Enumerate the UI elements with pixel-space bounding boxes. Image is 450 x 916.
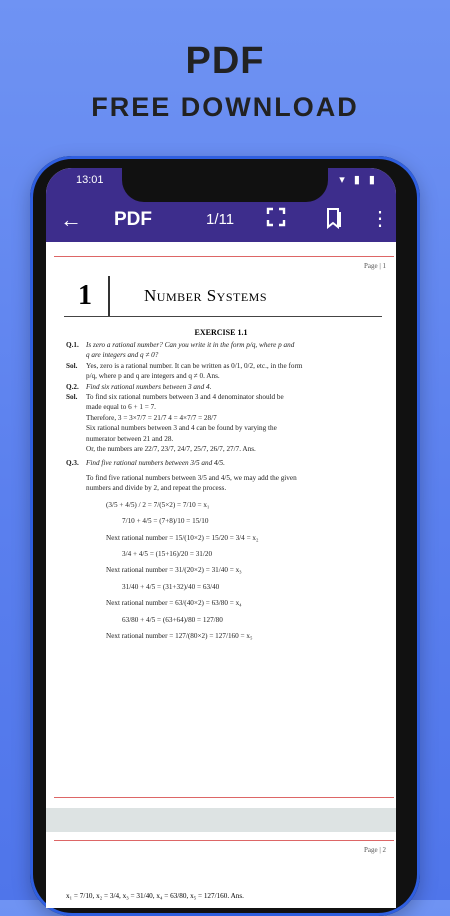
page-number-label: Page | 1: [363, 262, 386, 270]
text-line: Q.3. Find five rational numbers between 3/5 and 4/5.: [66, 459, 225, 468]
equation-line: Next rational number = 63/(40×2) = 63/80 = x₄: [106, 599, 242, 608]
equation-line: Next rational number = 127/(80×2) = 127/160 = x₅: [106, 631, 253, 640]
text-line: Q.1. Is zero a rational number? Can you write it in the form p/q, where p and: [66, 341, 295, 349]
phone-screen: [46, 168, 396, 908]
text-line: Q.2. Find six rational numbers between 3 and 4.: [66, 382, 212, 391]
promo-title: PDF: [185, 40, 265, 82]
equation-line: Next rational number = 15/(10×2) = 15/20 = 3/4 = x₂: [106, 533, 259, 542]
text-line: Six rational numbers between 3 and 4 can be found by varying the: [86, 424, 277, 433]
chapter-number: 1: [78, 280, 92, 311]
chapter-header: [64, 280, 382, 317]
page-border-top: [54, 256, 394, 257]
status-icons: ▾ ▮ ▮: [339, 174, 378, 186]
phone-notch: [122, 168, 328, 202]
answer-line: x₁ = 7/10, x₂ = 3/4, x₃ = 31/40, x₄ = 63/80, x₅ = 127/160. Ans.: [66, 892, 244, 900]
status-time: 13:01: [76, 174, 104, 186]
equation-line: Next rational number = 31/(20×2) = 31/40 = x₃: [106, 566, 242, 575]
document-body: [66, 340, 382, 641]
text-line: made equal to 6 + 1 = 7.: [86, 403, 156, 412]
text-line: numbers and divide by 2, and repeat the process.: [86, 484, 227, 493]
exercise-heading: EXERCISE 1.1: [194, 328, 248, 337]
text-line: Sol. Yes, zero is a rational number. It can be written as 0/1, 0/2, etc., in the form: [66, 361, 303, 370]
equation-line: 31/40 + 4/5 = (31+32)/40 = 63/40: [122, 582, 220, 591]
bookmark-icon[interactable]: [324, 207, 344, 229]
page-gap: [46, 808, 396, 832]
equation-line: 63/80 + 4/5 = (63+64)/80 = 127/80: [122, 615, 223, 624]
more-options-icon[interactable]: ⋮: [370, 208, 390, 230]
chapter-title: Number Systems: [144, 286, 267, 305]
pdf-page-view[interactable]: [46, 242, 396, 908]
equation-line: 3/4 + 4/5 = (15+16)/20 = 31/20: [122, 549, 213, 558]
app-bar: [46, 198, 396, 242]
page-indicator: 1/11: [206, 211, 235, 228]
back-arrow-icon[interactable]: ←: [60, 207, 82, 232]
chapter-divider: [108, 276, 110, 316]
promo-subtitle: FREE DOWNLOAD: [91, 92, 359, 122]
text-line: To find five rational numbers between 3/5 and 4/5, we may add the given: [86, 473, 297, 482]
equation-line: 7/10 + 4/5 = (7+8)/10 = 15/10: [122, 517, 209, 526]
page-number-label-2: Page | 2: [363, 846, 386, 854]
text-line: p/q, where p and q are integers and q ≠ 0. Ans.: [86, 372, 220, 381]
page-border-top-2: [54, 840, 394, 841]
text-line: numerator between 21 and 28.: [86, 434, 174, 443]
page-border-bottom: [54, 797, 394, 798]
equation-line: (3/5 + 4/5) / 2 = 7/(5×2) = 7/10 = x₁: [106, 500, 210, 509]
text-line: q are integers and q ≠ 0?: [86, 351, 159, 360]
text-line: Therefore, 3 = 3×7/7 = 21/7 4 = 4×7/7 = 28/7: [86, 413, 217, 422]
text-line: Sol. To find six rational numbers between 3 and 4 denominator should be: [66, 393, 284, 402]
fullscreen-icon[interactable]: [266, 207, 286, 227]
app-title: PDF: [114, 209, 152, 230]
text-line: Or, the numbers are 22/7, 23/7, 24/7, 25/7, 26/7, 27/7. Ans.: [86, 445, 256, 454]
